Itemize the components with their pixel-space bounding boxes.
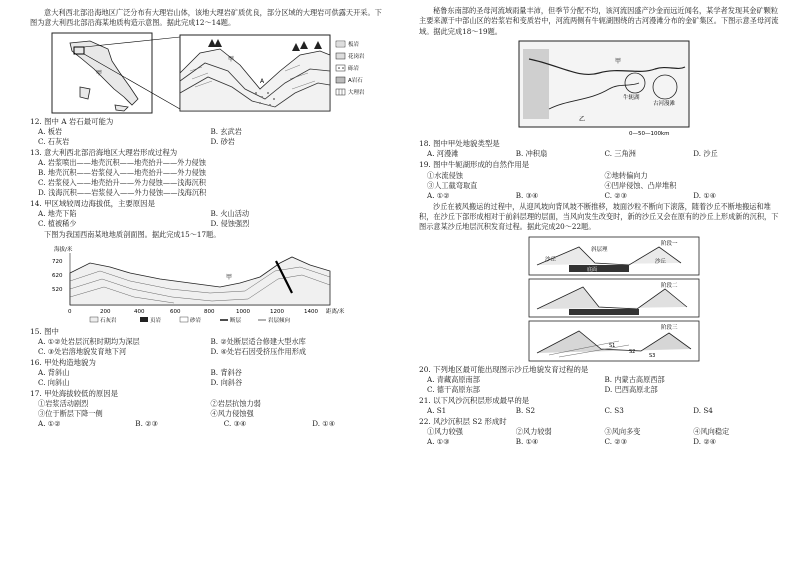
fig1-legend xyxy=(336,40,365,96)
svg-text:底面: 底面 xyxy=(587,266,598,273)
question-19-choices xyxy=(419,191,782,201)
question-20-options xyxy=(419,375,782,395)
figure-3-svg xyxy=(419,39,779,137)
q15-option-a[interactable]: A. ①②处岩层沉积时期均为深层 xyxy=(38,337,140,347)
question-21: 21. 以下风沙沉积层形成最早的是 xyxy=(419,396,530,406)
question-12: 12. 图中 A 岩石最可能为 xyxy=(30,116,114,126)
q18-option-a[interactable]: A. 河漫滩 xyxy=(427,149,459,159)
question-15-options xyxy=(30,337,383,357)
svg-text:800: 800 xyxy=(204,308,215,315)
question-21-options xyxy=(419,406,782,416)
q13-option-b[interactable]: B. 地壳沉积——岩浆侵入——地壳抬升——外力侵蚀 xyxy=(38,168,206,178)
svg-text:1400: 1400 xyxy=(304,308,318,315)
q22-choice-c[interactable]: C. ②③ xyxy=(604,437,628,447)
svg-text:砾岩: 砾岩 xyxy=(348,65,360,72)
intro-paragraph-1: 意大利西北部沿海地区广泛分布有大理岩山体，该地大理岩矿质优良，部分区域的大理岩可供露天开采。下图为意大利西北部沿海某地质构造示意图。据此完成12～14题。 xyxy=(30,8,382,28)
svg-text:1000: 1000 xyxy=(236,308,250,315)
svg-text:阶段三: 阶段三 xyxy=(661,324,678,331)
river-basin-figure xyxy=(419,39,782,137)
q21-option-a[interactable]: A. S1 xyxy=(427,406,447,416)
question-22-choices xyxy=(419,437,782,447)
svg-text:砂岩: 砂岩 xyxy=(190,317,202,324)
question-15: 15. 图中 xyxy=(30,326,59,336)
question-17-statements: ①岩浆活动剧烈 ②岩层抗蚀力弱 ③位于断层下降一侧 ④风力侵蚀强 xyxy=(38,399,261,419)
fig1-label-A: A xyxy=(260,77,265,85)
question-18-options xyxy=(419,149,782,159)
geology-figure-2 xyxy=(30,243,383,325)
dune-stages-figure xyxy=(419,235,782,363)
q16-option-d[interactable]: D. 向斜谷 xyxy=(210,378,243,388)
svg-text:花岗岩: 花岗岩 xyxy=(348,53,365,60)
svg-text:200: 200 xyxy=(100,308,111,315)
q16-option-b[interactable]: B. 背斜谷 xyxy=(210,368,242,378)
svg-text:牛轭湖: 牛轭湖 xyxy=(623,95,640,102)
question-16: 16. 甲处构造地貌为 xyxy=(30,358,96,368)
q22-choice-a[interactable]: A. ①③ xyxy=(427,437,450,447)
svg-text:甲: 甲 xyxy=(615,58,622,66)
svg-text:断层: 断层 xyxy=(230,317,242,324)
q16-option-a[interactable]: A. 背斜山 xyxy=(38,368,70,378)
right-intro-paragraph-1: 秘鲁东南部的圣母河流域雨量丰沛，但季节分配不均，该河流因盛产沙金而远近闻名，某学者发现其金矿颗粒主要来源于中部山区的岩浆岩和变质岩中，河流两侧有牛轭湖围绕的古河漫滩分布的金矿集区。下图示意圣母河流域。据此完成18～19题。 xyxy=(419,6,779,36)
question-14-options xyxy=(30,209,383,229)
figure-2-svg xyxy=(30,243,380,325)
q15-option-c[interactable]: C. ③处岩溶地貌发育地下河 xyxy=(38,347,127,357)
svg-text:600: 600 xyxy=(170,308,181,315)
svg-text:石灰岩: 石灰岩 xyxy=(100,317,117,324)
q17-choice-d[interactable]: D. ①④ xyxy=(312,419,336,429)
q12-option-a[interactable]: A. 板岩 xyxy=(38,127,63,137)
q20-option-d[interactable]: D. 巴西高原北部 xyxy=(604,385,658,395)
svg-text:板岩: 板岩 xyxy=(348,41,360,48)
sardinia-island xyxy=(80,87,90,99)
q19-choice-b[interactable]: B. ③④ xyxy=(515,190,539,200)
q17-choice-b[interactable]: B. ②③ xyxy=(135,419,159,429)
question-17: 17. 甲处海拔较低的原因是 xyxy=(30,389,119,399)
svg-text:大理岩: 大理岩 xyxy=(348,89,365,96)
question-17-choices xyxy=(30,419,383,429)
q21-option-d[interactable]: D. S4 xyxy=(693,406,713,416)
question-12-options xyxy=(30,127,383,147)
svg-text:古河漫滩: 古河漫滩 xyxy=(653,101,676,108)
q14-option-d[interactable]: D. 侵蚀强烈 xyxy=(210,219,250,229)
svg-text:400: 400 xyxy=(134,308,145,315)
q14-option-b[interactable]: B. 火山活动 xyxy=(210,209,250,219)
svg-text:0: 0 xyxy=(68,308,72,315)
svg-text:阶段二: 阶段二 xyxy=(661,282,678,289)
fig2-label-jia: 甲 xyxy=(226,273,233,281)
question-14: 14. 甲区域较周边海拔低，主要原因是 xyxy=(30,199,155,209)
right-intro-paragraph-2: 沙丘在被风搬运的过程中，从迎风坡向背风坡不断推移，坡面沙粒不断向下滚落，随着沙丘不断地搬运和堆积，在沙丘下部形成相对于前斜层理的层面，当风向发生改变时，新的沙丘又会在原有的沙丘上形成新的沉积，下图示意某沙丘地层沉积发育过程。据此完成20～22题。 xyxy=(419,201,779,232)
q12-option-b[interactable]: B. 玄武岩 xyxy=(210,127,242,137)
svg-text:S1: S1 xyxy=(609,342,616,349)
svg-text:岩层倾向: 岩层倾向 xyxy=(268,317,291,324)
figure-4-svg xyxy=(419,235,779,363)
question-13: 13. 意大利西北部沿海地区大理岩形成过程为 xyxy=(30,148,178,158)
question-18: 18. 图中甲处地貌类型是 xyxy=(419,139,500,149)
q12-option-d[interactable]: D. 砂岩 xyxy=(210,137,235,147)
q19-choice-d[interactable]: D. ①④ xyxy=(693,190,717,200)
question-13-options xyxy=(30,158,383,198)
svg-text:乙: 乙 xyxy=(579,116,586,124)
svg-text:520: 520 xyxy=(52,286,63,293)
q13-option-a[interactable]: A. 岩浆喷出——地壳沉积——地壳抬升——外力侵蚀 xyxy=(38,158,206,168)
q14-option-c[interactable]: C. 植被稀少 xyxy=(38,219,77,229)
right-page xyxy=(397,0,794,561)
q16-option-c[interactable]: C. 向斜山 xyxy=(38,378,70,388)
q18-option-b[interactable]: B. 冲积扇 xyxy=(515,149,548,159)
svg-text:S2: S2 xyxy=(629,348,636,355)
q20-option-a[interactable]: A. 青藏高原南部 xyxy=(427,375,480,385)
q15-option-b[interactable]: B. ②处断层适合修建大型水库 xyxy=(210,337,306,347)
svg-text:阶段一: 阶段一 xyxy=(661,240,678,247)
question-22-statements: ①风力较强 ②风力较弱 ③风向多变 ④风向稳定 xyxy=(427,427,730,437)
fig2-legend xyxy=(90,316,291,324)
q18-option-d[interactable]: D. 沙丘 xyxy=(693,149,718,159)
q21-option-b[interactable]: B. S2 xyxy=(515,406,536,416)
intro-paragraph-2: 下图为我国西南某地地质剖面图。据此完成15～17题。 xyxy=(44,230,221,240)
question-20: 20. 下列地区最可能出现图示沙丘地貌发育过程的是 xyxy=(419,364,589,374)
q13-option-d[interactable]: D. 浅海沉积——岩浆侵入——外力侵蚀——浅海沉积 xyxy=(38,188,207,198)
svg-text:A岩石: A岩石 xyxy=(348,77,363,84)
q21-option-c[interactable]: C. S3 xyxy=(604,406,624,416)
q19-choice-c[interactable]: C. ②③ xyxy=(604,190,628,200)
question-22: 22. 风沙沉积层 S2 形成时 xyxy=(419,417,507,427)
question-19: 19. 图中牛轭湖形成的自然作用是 xyxy=(419,160,530,170)
figure-1-svg xyxy=(30,31,380,115)
q14-option-a[interactable]: A. 地壳下陷 xyxy=(38,209,77,219)
svg-text:页岩: 页岩 xyxy=(150,317,162,324)
question-19-statements: ①水流侵蚀 ②地转偏向力 ③人工截弯取直 ④凹岸侵蚀、凸岸堆积 xyxy=(427,170,677,190)
q15-option-d[interactable]: D. ④处岩石因受挤压作用形成 xyxy=(210,347,307,357)
svg-text:沙丘: 沙丘 xyxy=(655,258,667,265)
svg-text:距离/米: 距离/米 xyxy=(326,308,345,315)
svg-text:S3: S3 xyxy=(649,352,656,359)
q17-choice-c[interactable]: C. ③④ xyxy=(223,419,247,429)
svg-text:720: 720 xyxy=(52,258,63,265)
q12-option-c[interactable]: C. 石灰岩 xyxy=(38,137,70,147)
q22-choice-b[interactable]: B. ①④ xyxy=(515,437,539,447)
fig1-map-label: 甲 xyxy=(96,69,103,77)
svg-text:620: 620 xyxy=(52,272,63,279)
question-16-options xyxy=(30,368,383,388)
svg-text:斜层理: 斜层理 xyxy=(591,246,608,253)
fig1-label-jia: 甲 xyxy=(228,55,235,63)
q20-option-c[interactable]: C. 德干高原东部 xyxy=(427,385,480,395)
profile-terrain xyxy=(70,257,330,305)
q13-option-c[interactable]: C. 岩浆侵入——地壳抬升——外力侵蚀——浅海沉积 xyxy=(38,178,206,188)
q17-choice-a[interactable]: A. ①② xyxy=(38,419,61,429)
q20-option-b[interactable]: B. 内蒙古高原西部 xyxy=(604,375,665,385)
q22-choice-d[interactable]: D. ②④ xyxy=(693,437,717,447)
svg-text:1200: 1200 xyxy=(270,308,284,315)
svg-text:沙丘: 沙丘 xyxy=(545,256,557,263)
geology-figure-1 xyxy=(30,31,383,115)
q19-choice-a[interactable]: A. ①② xyxy=(427,190,450,200)
q18-option-c[interactable]: C. 三角洲 xyxy=(604,149,636,159)
fig2-ylabel: 海拔/米 xyxy=(54,246,73,253)
fig3-scale: 0—50—100km xyxy=(629,131,670,138)
